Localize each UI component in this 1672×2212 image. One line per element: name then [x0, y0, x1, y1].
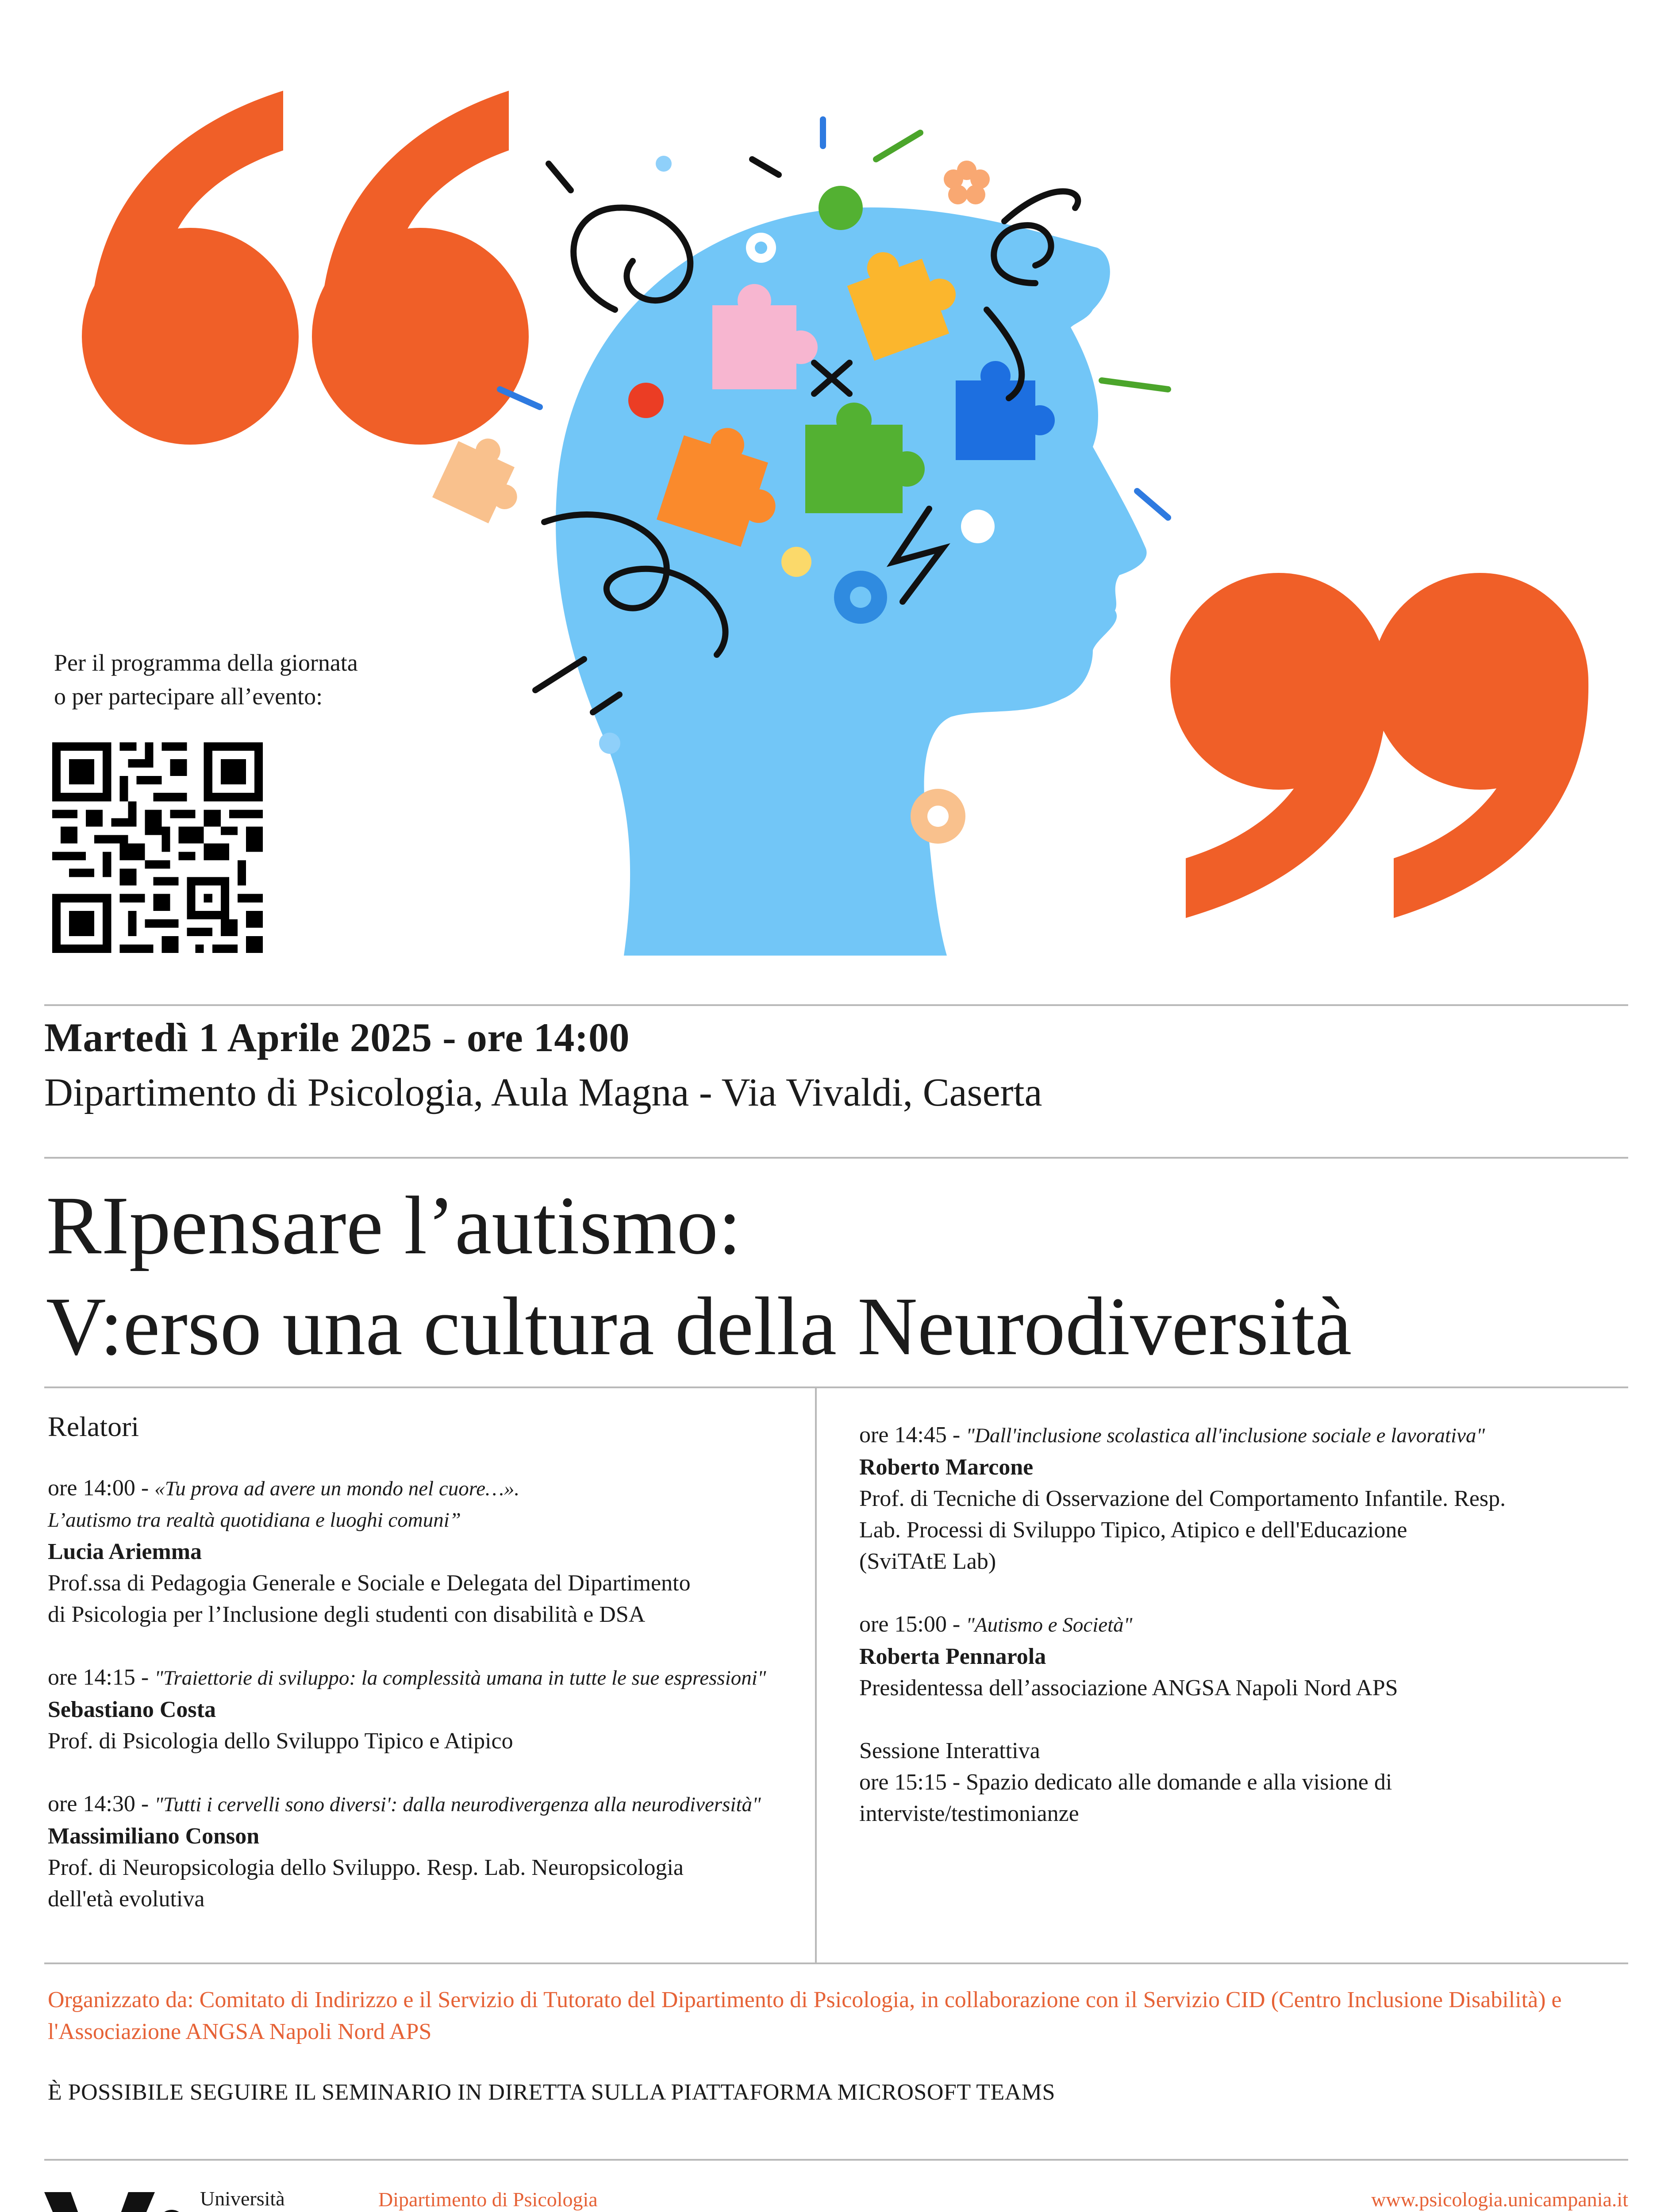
divider [44, 2159, 1628, 2161]
session-line: interviste/testimonianze [859, 1801, 1079, 1826]
talk-title: «Tu prova ad avere un mondo nel cuore…». [154, 1477, 520, 1500]
speaker-entry [48, 1472, 800, 1630]
speaker-role: Lab. Processi di Sviluppo Tipico, Atipico e dell'Educazione [859, 1517, 1407, 1543]
speakers-left-column [48, 1407, 800, 1915]
speaker-role: Presidentessa dell’associazione ANGSA Napoli Nord APS [859, 1675, 1398, 1701]
speaker-entry [48, 1662, 800, 1757]
divider [44, 1157, 1628, 1159]
speaker-name: Roberto Marcone [859, 1455, 1034, 1480]
talk-title: "Dall'inclusione scolastica all'inclusione sociale e lavorativa" [966, 1424, 1485, 1447]
close-quote-icon [1170, 573, 1588, 918]
talk-time: ore 14:30 - [48, 1791, 155, 1816]
speaker-role: (SviTAtE Lab) [859, 1549, 996, 1574]
university-name-line: Università [200, 2187, 285, 2210]
live-stream-note: È POSSIBILE SEGUIRE IL SEMINARIO IN DIRETTA SULLA PIATTAFORMA MICROSOFT TEAMS [48, 2080, 1055, 2105]
qr-code[interactable] [52, 742, 263, 953]
divider [44, 1004, 1628, 1006]
organizers-note: Organizzato da: Comitato di Indirizzo e il Servizio di Tutorato del Dipartimento di Psicologia, in collaborazione con il Servizio CID (Centro Inclusione Disabilità) e l'Associazione ANGSA Napoli Nord APS [48, 1987, 1562, 2044]
dot-icon [961, 510, 995, 543]
gear-peach-icon [911, 789, 965, 844]
speaker-name: Roberta Pennarola [859, 1644, 1046, 1669]
speaker-entry [48, 1788, 800, 1915]
event-place: Dipartimento di Psicologia, Aula Magna - Via Vivaldi, Caserta [44, 1071, 1042, 1114]
speaker-entry [859, 1419, 1629, 1577]
dot-icon [819, 186, 863, 230]
talk-time: ore 14:15 - [48, 1665, 155, 1690]
qr-caption-line: Per il programma della giornata [54, 649, 358, 676]
talk-title: L’autismo tra realtà quotidiana e luoghi comuni” [48, 1509, 461, 1532]
talk-time: ore 15:00 - [859, 1612, 966, 1637]
speaker-name: Massimiliano Conson [48, 1824, 260, 1849]
dash-icon [1102, 380, 1168, 389]
open-quote-icon [82, 91, 529, 445]
gear-blue-icon [834, 571, 887, 624]
dash-icon [535, 659, 584, 690]
speaker-role: dell'età evolutiva [48, 1886, 205, 1912]
talk-time: ore 14:45 - [859, 1422, 966, 1448]
dash-icon [752, 159, 779, 175]
qr-caption [54, 646, 358, 713]
page-title-line-2: V:erso una cultura della Neurodiversità [46, 1280, 1352, 1372]
gear-white-icon [746, 233, 776, 263]
puzzle-piece-peach-icon [432, 426, 536, 530]
event-date: Martedì 1 Aprile 2025 - ore 14:00 [44, 1015, 630, 1060]
dash-icon [1137, 491, 1168, 518]
interactive-session [859, 1735, 1629, 1829]
dot-icon [628, 383, 664, 418]
speaker-name: Lucia Ariemma [48, 1539, 202, 1564]
speaker-role: Prof.ssa di Pedagogia Generale e Sociale e Delegata del Dipartimento [48, 1571, 691, 1596]
speaker-role: di Psicologia per l’Inclusione degli studenti con disabilità e DSA [48, 1602, 646, 1627]
department-name: Dipartimento di Psicologia [378, 2188, 598, 2211]
dot-icon [656, 156, 672, 172]
university-logo-icon [44, 2188, 186, 2212]
talk-title: "Tutti i cervelli sono diversi': dalla neurodivergenza alla neurodiversità" [154, 1793, 761, 1816]
dash-icon [549, 164, 571, 190]
column-divider [815, 1387, 817, 1962]
speakers-heading: Relatori [48, 1411, 139, 1442]
dot-icon [781, 547, 811, 577]
talk-title: "Autismo e Società" [966, 1613, 1133, 1636]
speaker-role: Prof. di Tecniche di Osservazione del Comportamento Infantile. Resp. [859, 1486, 1506, 1511]
divider [44, 1386, 1628, 1388]
speaker-name: Sebastiano Costa [48, 1697, 216, 1722]
speaker-entry [859, 1609, 1629, 1704]
divider [44, 1962, 1628, 1964]
qr-caption-line: o per partecipare all’evento: [54, 683, 323, 710]
session-line: ore 15:15 - Spazio dedicato alle domande e alla visione di [859, 1770, 1392, 1795]
department-website-link[interactable]: www.psicologia.unicampania.it [1371, 2188, 1628, 2211]
speaker-role: Prof. di Neuropsicologia dello Sviluppo. Resp. Lab. Neuropsicologia [48, 1855, 684, 1880]
speaker-role: Prof. di Psicologia dello Sviluppo Tipico e Atipico [48, 1728, 513, 1754]
dash-icon [876, 133, 920, 159]
talk-title: "Traiettorie di sviluppo: la complessità umana in tutte le sue espressioni" [154, 1667, 766, 1690]
squiggle-icon [573, 207, 690, 310]
talk-time: ore 14:00 - [48, 1475, 155, 1501]
speakers-right-column [859, 1419, 1629, 1829]
page-title-line-1: RIpensare l’autismo: [46, 1179, 742, 1271]
flower-icon [944, 161, 990, 204]
dot-icon [599, 733, 620, 754]
university-name [200, 2186, 327, 2212]
session-title: Sessione Interattiva [859, 1738, 1040, 1763]
